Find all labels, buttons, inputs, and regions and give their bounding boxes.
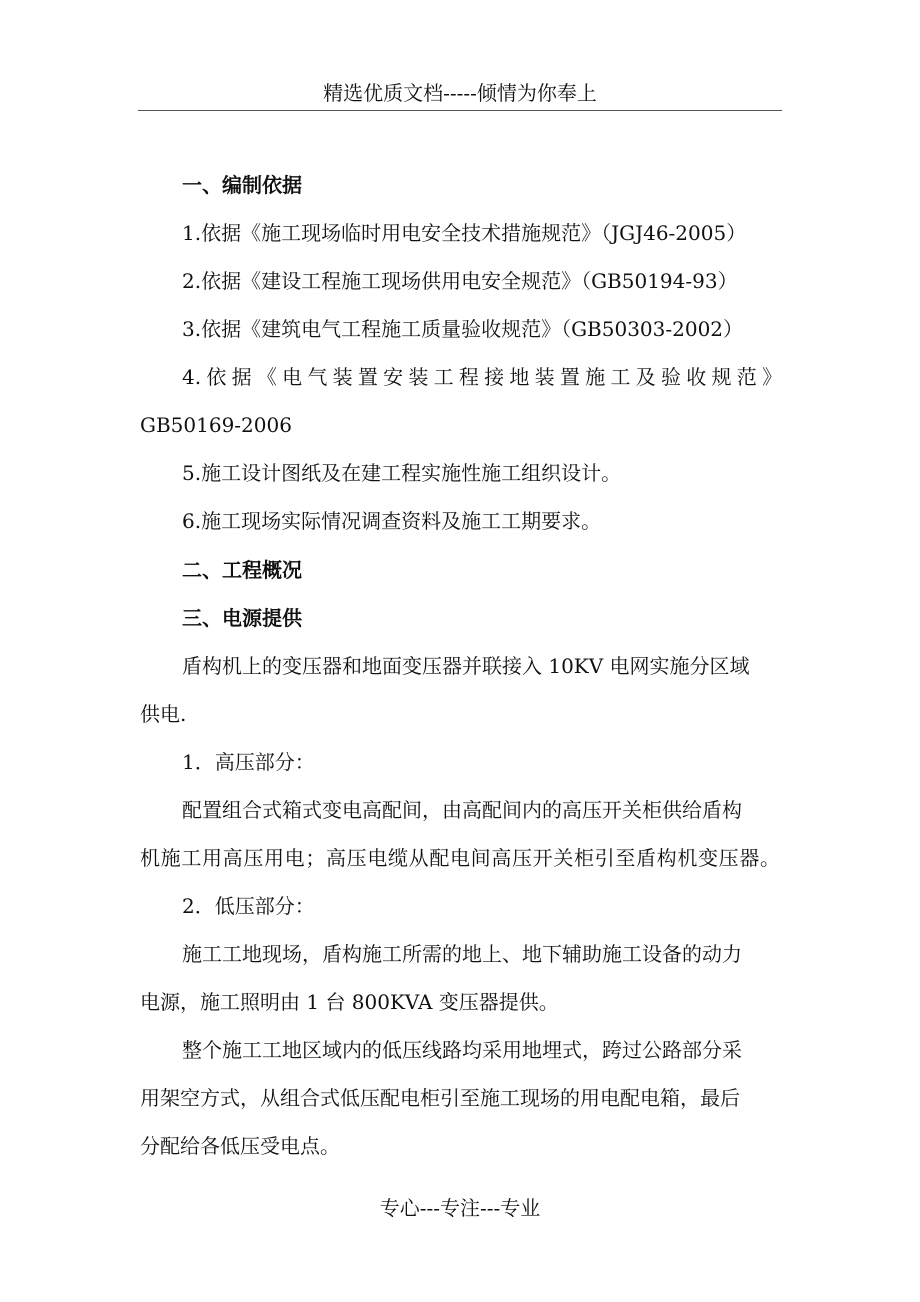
paragraph-line: 2.依据《建设工程施工现场供用电安全规范》（GB50194-93） [182, 269, 738, 293]
paragraph-line: GB50169-2006 [140, 413, 292, 437]
paragraph-line: 供电. [140, 702, 187, 726]
paragraph-line: 5.施工设计图纸及在建工程实施性施工组织设计。 [182, 461, 622, 485]
paragraph-line: 3.依据《建筑电气工程施工质量验收规范》（GB50303-2002） [182, 317, 744, 341]
paragraph-line: 盾构机上的变压器和地面变压器并联接入 10KV 电网实施分区域 [182, 654, 750, 678]
paragraph-line: 4.依据《电气装置安装工程接地装置施工及验收规范》 [182, 365, 782, 389]
paragraph-line: 分配给各低压受电点。 [140, 1134, 340, 1158]
header-divider [138, 110, 782, 111]
paragraph-line: 整个施工工地区域内的低压线路均采用地埋式，跨过公路部分采 [182, 1038, 742, 1062]
page-footer: 专心---专注---专业 [379, 1196, 541, 1220]
section-heading-overview: 二、工程概况 [182, 558, 302, 582]
paragraph-line: 电源，施工照明由 1 台 800KVA 变压器提供。 [140, 990, 559, 1014]
section-heading-power: 三、电源提供 [182, 606, 302, 630]
paragraph-line: 1.依据《施工现场临时用电安全技术措施规范》（JGJ46-2005） [182, 221, 747, 245]
subsection-heading-low-voltage: 2．低压部分： [182, 894, 315, 918]
subsection-heading-high-voltage: 1．高压部分： [182, 750, 315, 774]
paragraph-line: 机施工用高压用电；高压电缆从配电间高压开关柜引至盾构机变压器。 [140, 846, 780, 870]
page-header: 精选优质文档-----倾情为你奉上 [323, 81, 597, 105]
paragraph-line: 配置组合式箱式变电高配间，由高配间内的高压开关柜供给盾构 [182, 798, 742, 822]
paragraph-line: 6.施工现场实际情况调查资料及施工工期要求。 [182, 509, 602, 533]
paragraph-line: 施工工地现场，盾构施工所需的地上、地下辅助施工设备的动力 [182, 942, 742, 966]
paragraph-line: 用架空方式，从组合式低压配电柜引至施工现场的用电配电箱，最后 [140, 1086, 740, 1110]
section-heading-basis: 一、编制依据 [182, 173, 302, 197]
